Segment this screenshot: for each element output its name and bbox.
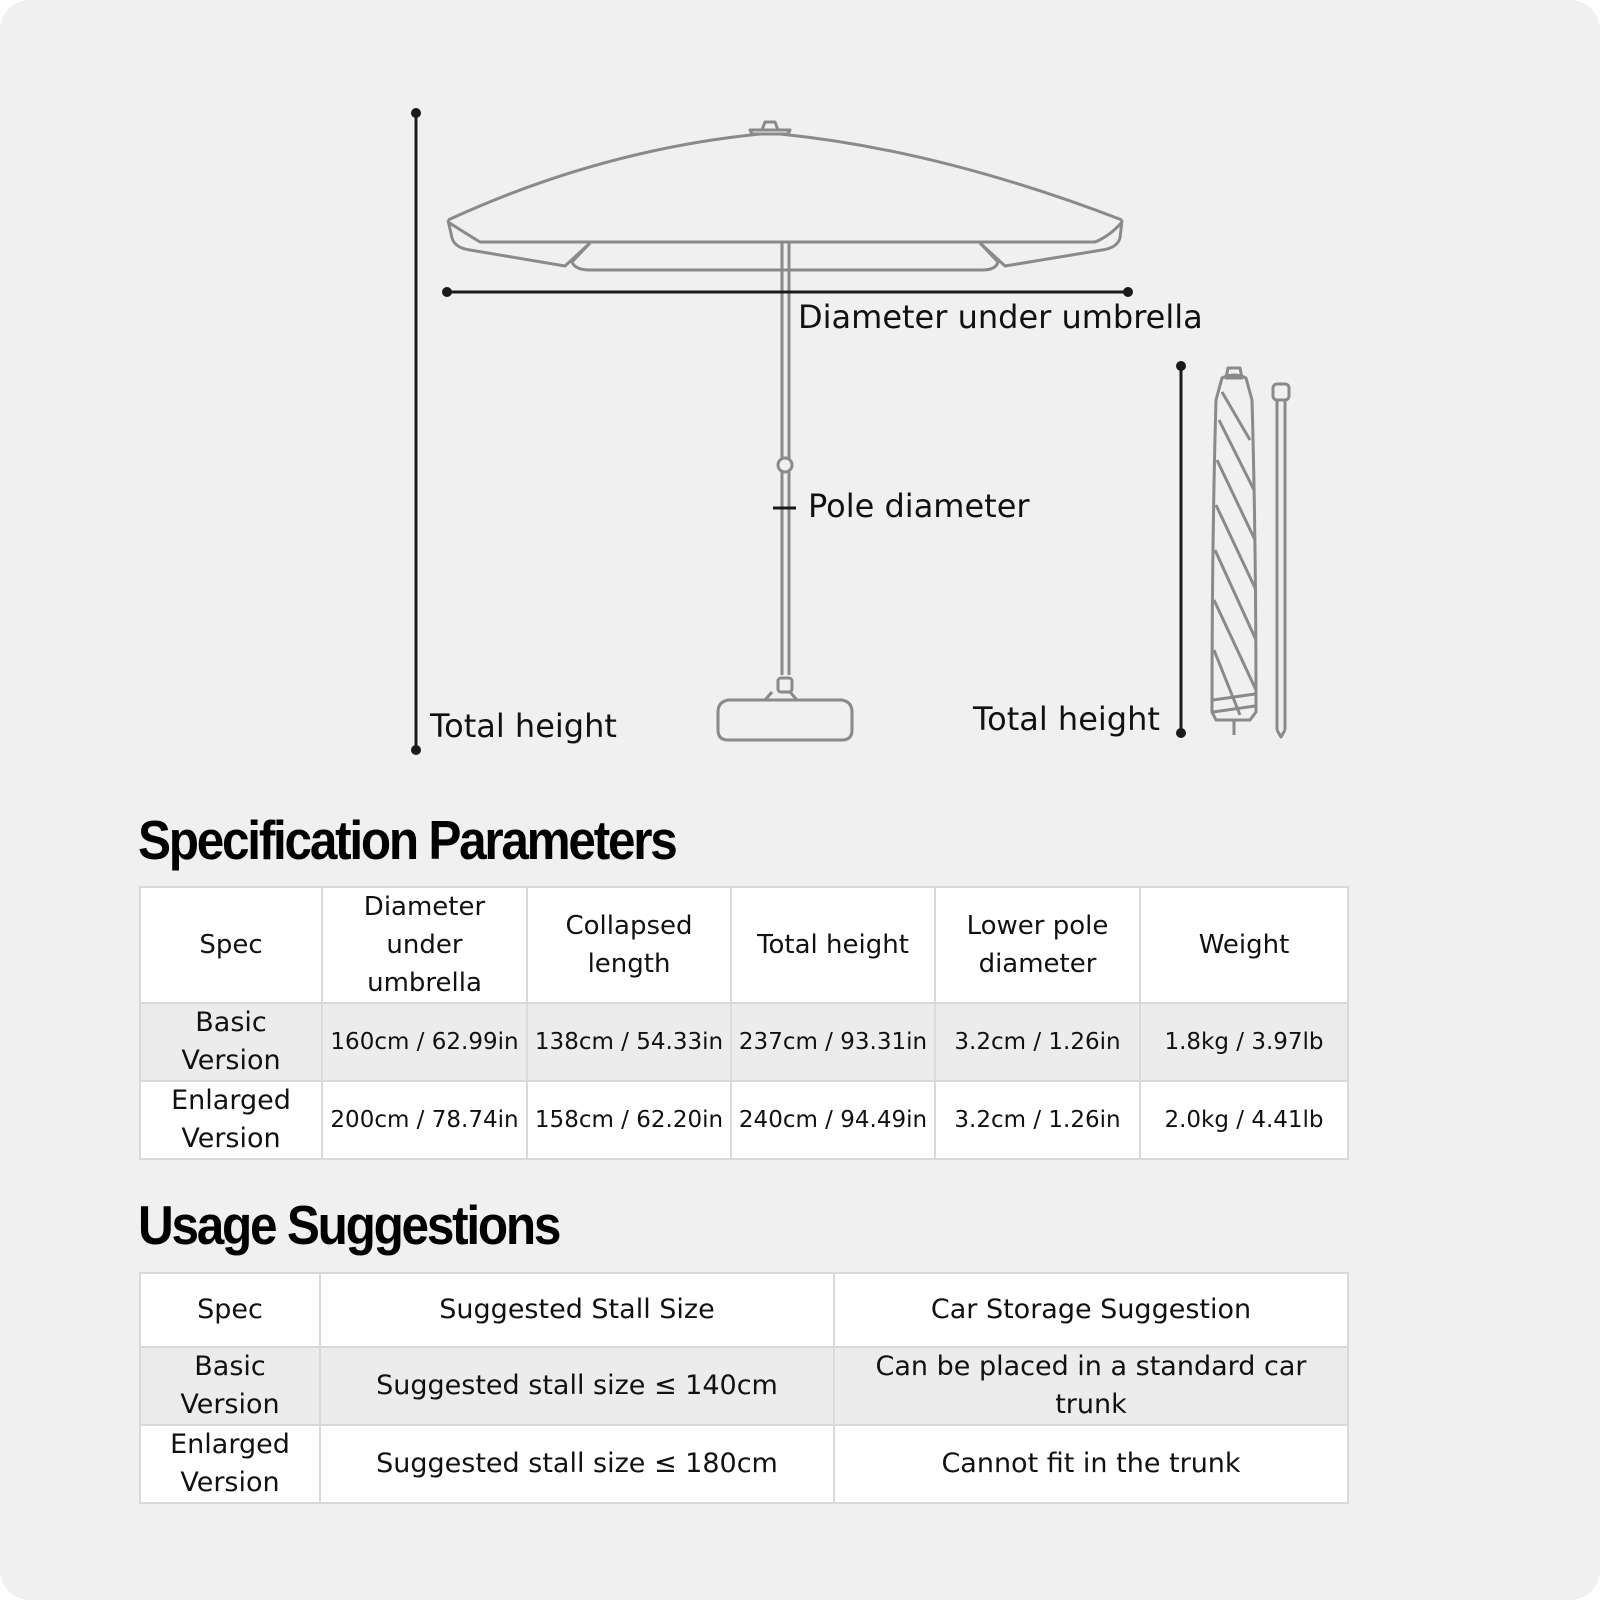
table-cell: 138cm / 54.33in bbox=[527, 1003, 731, 1081]
table-row bbox=[140, 1347, 1348, 1425]
table-cell: 3.2cm / 1.26in bbox=[935, 1081, 1140, 1159]
table-row bbox=[140, 1003, 1348, 1081]
table-row bbox=[140, 1081, 1348, 1159]
table-cell: Can be placed in a standard car trunk bbox=[834, 1347, 1348, 1425]
row-header-cell: Basic Version bbox=[140, 1003, 322, 1081]
header-cell: Diameter under umbrella bbox=[322, 887, 527, 1003]
table-header-row bbox=[140, 887, 1348, 1003]
table-cell: 160cm / 62.99in bbox=[322, 1003, 527, 1081]
table-cell: Suggested stall size ≤ 140cm bbox=[320, 1347, 834, 1425]
pole-diameter-label: Pole diameter bbox=[808, 487, 1030, 525]
header-cell: Spec bbox=[140, 887, 322, 1003]
open-umbrella-illustration bbox=[448, 122, 1122, 740]
diameter-label: Diameter under umbrella bbox=[798, 298, 1203, 336]
usage-table bbox=[139, 1272, 1349, 1504]
table-cell: 2.0kg / 4.41lb bbox=[1140, 1081, 1348, 1159]
specification-table bbox=[139, 886, 1349, 1160]
total-height-line-closed bbox=[1178, 363, 1185, 737]
total-height-label-closed: Total height bbox=[973, 700, 1160, 738]
table-cell: 240cm / 94.49in bbox=[731, 1081, 935, 1159]
header-cell: Total height bbox=[731, 887, 935, 1003]
header-cell: Weight bbox=[1140, 887, 1348, 1003]
closed-umbrella-illustration bbox=[1212, 368, 1289, 737]
total-height-label-open: Total height bbox=[430, 707, 617, 745]
header-cell: Spec bbox=[140, 1273, 320, 1347]
header-cell: Lower pole diameter bbox=[935, 887, 1140, 1003]
spec-section-title: Specification Parameters bbox=[138, 809, 676, 871]
header-cell: Car Storage Suggestion bbox=[834, 1273, 1348, 1347]
row-header-cell: Basic Version bbox=[140, 1347, 320, 1425]
table-cell: 200cm / 78.74in bbox=[322, 1081, 527, 1159]
row-header-cell: Enlarged Version bbox=[140, 1081, 322, 1159]
table-row bbox=[140, 1425, 1348, 1503]
total-height-line-open bbox=[413, 110, 420, 754]
table-cell: Suggested stall size ≤ 180cm bbox=[320, 1425, 834, 1503]
table-cell: 237cm / 93.31in bbox=[731, 1003, 935, 1081]
table-cell: 3.2cm / 1.26in bbox=[935, 1003, 1140, 1081]
table-cell: Cannot fit in the trunk bbox=[834, 1425, 1348, 1503]
table-cell: 1.8kg / 3.97lb bbox=[1140, 1003, 1348, 1081]
usage-section-title: Usage Suggestions bbox=[138, 1194, 560, 1256]
header-cell: Suggested Stall Size bbox=[320, 1273, 834, 1347]
table-header-row bbox=[140, 1273, 1348, 1347]
row-header-cell: Enlarged Version bbox=[140, 1425, 320, 1503]
header-cell: Collapsed length bbox=[527, 887, 731, 1003]
table-cell: 158cm / 62.20in bbox=[527, 1081, 731, 1159]
